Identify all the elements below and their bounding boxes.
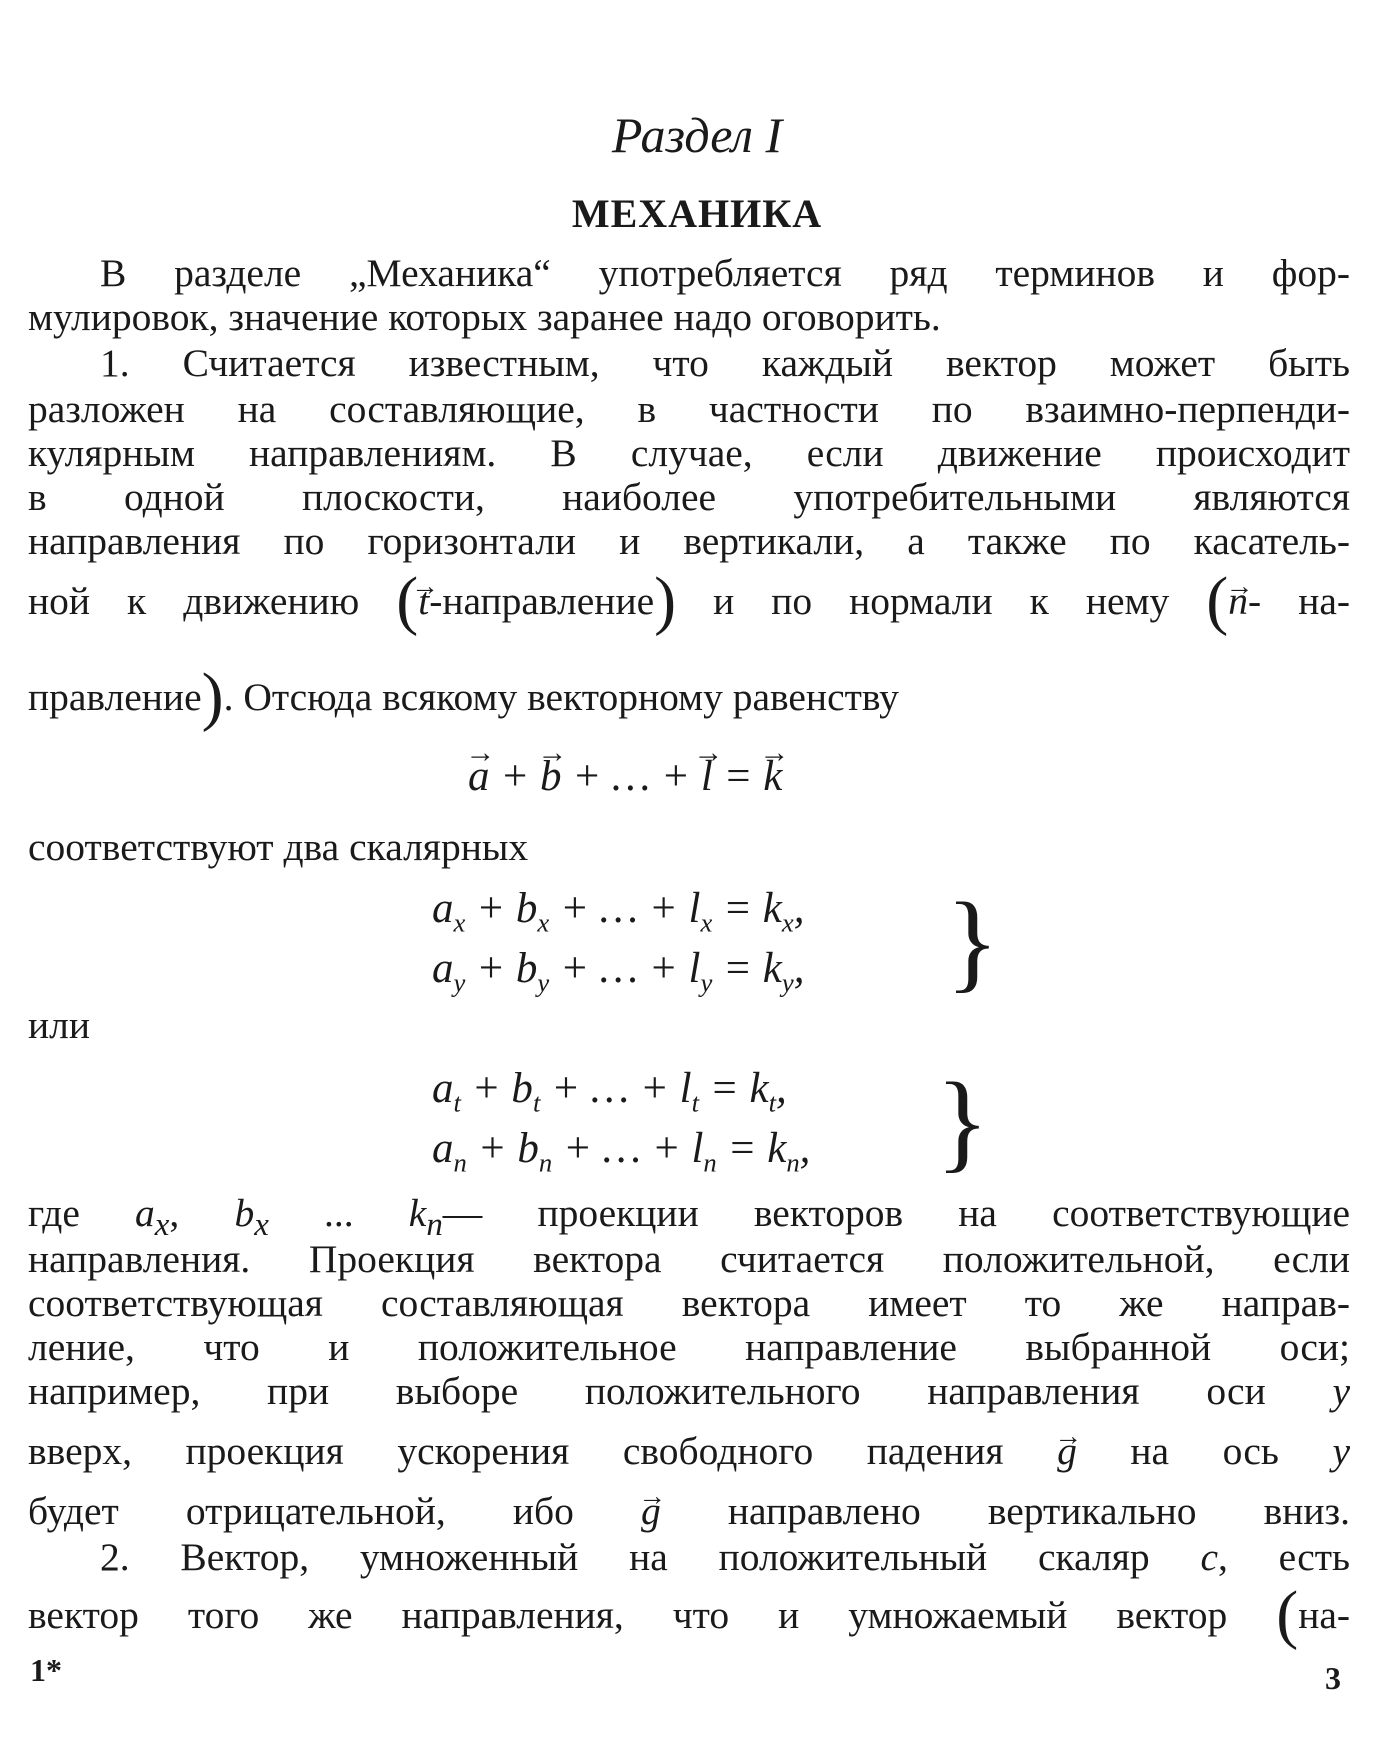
text-fragment: вверх, проекция ускорения свободного падения — [28, 1429, 1004, 1473]
section-title: МЕХАНИКА — [571, 191, 823, 236]
text-line-20 — [28, 1578, 1351, 1651]
text-line-5: кулярным направлениям. В случае, если движение происходит — [28, 431, 1350, 475]
vector-equation: → a + → b + … + → l = → k — [468, 752, 782, 801]
vector-k: → k — [763, 752, 782, 801]
ellipsis: ... — [323, 1191, 354, 1235]
paren-group — [1206, 564, 1351, 637]
text-line-16 — [28, 1368, 1350, 1414]
text-fragment: . Отсюда всякому векторному равенству — [223, 675, 899, 719]
text-fragment: — проекции векторов на соответствующие — [442, 1191, 1351, 1235]
symbol-group — [234, 1191, 354, 1243]
text-fragment: на ось — [1130, 1429, 1279, 1473]
equation-y: $a_y + b_y$ + … + $l_y = k_y$, — [432, 945, 805, 998]
text-line-17 — [28, 1428, 1350, 1474]
equation-x: $a_x + b_x$ + … + $l_x = k_x$, — [432, 885, 805, 938]
open-paren: ( — [396, 564, 419, 637]
text-line-3: 1. Считается известным, что каждый вектор может быть — [100, 341, 1350, 385]
text-fragment: - на- — [1248, 579, 1351, 623]
subscript-n: n — [426, 1206, 443, 1243]
text-fragment: , есть — [1218, 1535, 1351, 1579]
symbol-group — [408, 1191, 1351, 1243]
text-fragment: направлено вертикально вниз. — [727, 1489, 1351, 1533]
text-line-13: направления. Проекция вектора считается положительной, если — [28, 1237, 1350, 1281]
text-line-15: ление, что и положительное направление выбранной оси; — [28, 1325, 1350, 1369]
open-paren: ( — [1276, 1578, 1299, 1651]
vector-g: → g — [1057, 1428, 1077, 1474]
paren-group — [396, 564, 677, 637]
text-fragment: правление — [28, 675, 202, 719]
vector-b: → b — [540, 752, 562, 801]
signature-mark: 1* — [30, 1652, 62, 1688]
text-line-18 — [28, 1488, 1350, 1534]
text-line-14: соответствующая составляющая вектора имеет то же направ- — [28, 1281, 1350, 1325]
symbol-y: y — [1332, 1369, 1351, 1413]
paren-group — [1276, 1578, 1351, 1651]
text-fragment: вектор того же направления, что и умножаемый вектор — [28, 1593, 1228, 1637]
symbol-b: b — [234, 1191, 255, 1235]
text-fragment: 2. Вектор, умноженный на положительный скаляр — [100, 1535, 1150, 1579]
right-brace: } — [946, 880, 999, 1002]
text-line-10: соответствуют два скалярных — [28, 825, 529, 869]
text-line-1: В разделе „Механика“ употребляется ряд терминов и фор- — [100, 251, 1350, 295]
section-label: Раздел I — [611, 107, 783, 163]
open-paren: ( — [1206, 564, 1229, 637]
symbol-k: k — [408, 1191, 427, 1235]
text-fragment: будет отрицательной, ибо — [28, 1489, 574, 1533]
text-fragment: где — [28, 1191, 80, 1235]
vector-t: → t — [418, 578, 429, 624]
symbol-c: c — [1200, 1535, 1218, 1579]
text-line-8 — [28, 564, 1351, 637]
text-fragment: и по нормали к нему — [713, 579, 1170, 623]
text-line-4: разложен на составляющие, в частности по взаимно-перпенди- — [28, 387, 1350, 431]
text-line-6: в одной плоскости, наиболее употребительными являются — [28, 475, 1350, 519]
vector-group — [1057, 1429, 1279, 1473]
symbol-a: a — [135, 1191, 155, 1235]
vector-a: → a — [468, 752, 490, 801]
equation-n: $a_n + b_n$ + … + $l_n = k_n$, — [432, 1125, 811, 1178]
subscript-x: x — [254, 1206, 269, 1243]
text-line-7: направления по горизонтали и вертикали, а также по касатель- — [28, 519, 1350, 563]
vector-g: → g — [641, 1488, 661, 1534]
vector-n: → n — [1228, 578, 1248, 624]
close-paren: ) — [201, 660, 224, 733]
vector-l: → l — [701, 752, 713, 801]
text-fragment: ной к движению — [28, 579, 360, 623]
text-line-11: или — [28, 1003, 90, 1047]
symbol-group: $a_x$, — [135, 1191, 180, 1243]
text-line-9 — [28, 660, 1350, 733]
text-fragment: на- — [1298, 1593, 1351, 1637]
text-line-2: мулировок, значение которых заранее надо оговорить. — [28, 295, 941, 339]
close-paren: ) — [654, 564, 677, 637]
text-line-19 — [100, 1534, 1350, 1580]
page-number: 3 — [1325, 1660, 1341, 1696]
symbol-y: y — [1332, 1429, 1351, 1473]
subscript-x: x — [154, 1206, 170, 1243]
text-fragment: например, при выборе положительного направления оси — [28, 1369, 1266, 1413]
right-brace: } — [936, 1060, 989, 1182]
equation-t: $a_t + b_t$ + … + $l_t = k_t$, — [432, 1065, 787, 1118]
text-fragment: -направление — [429, 579, 655, 623]
symbol-group — [1200, 1535, 1350, 1579]
